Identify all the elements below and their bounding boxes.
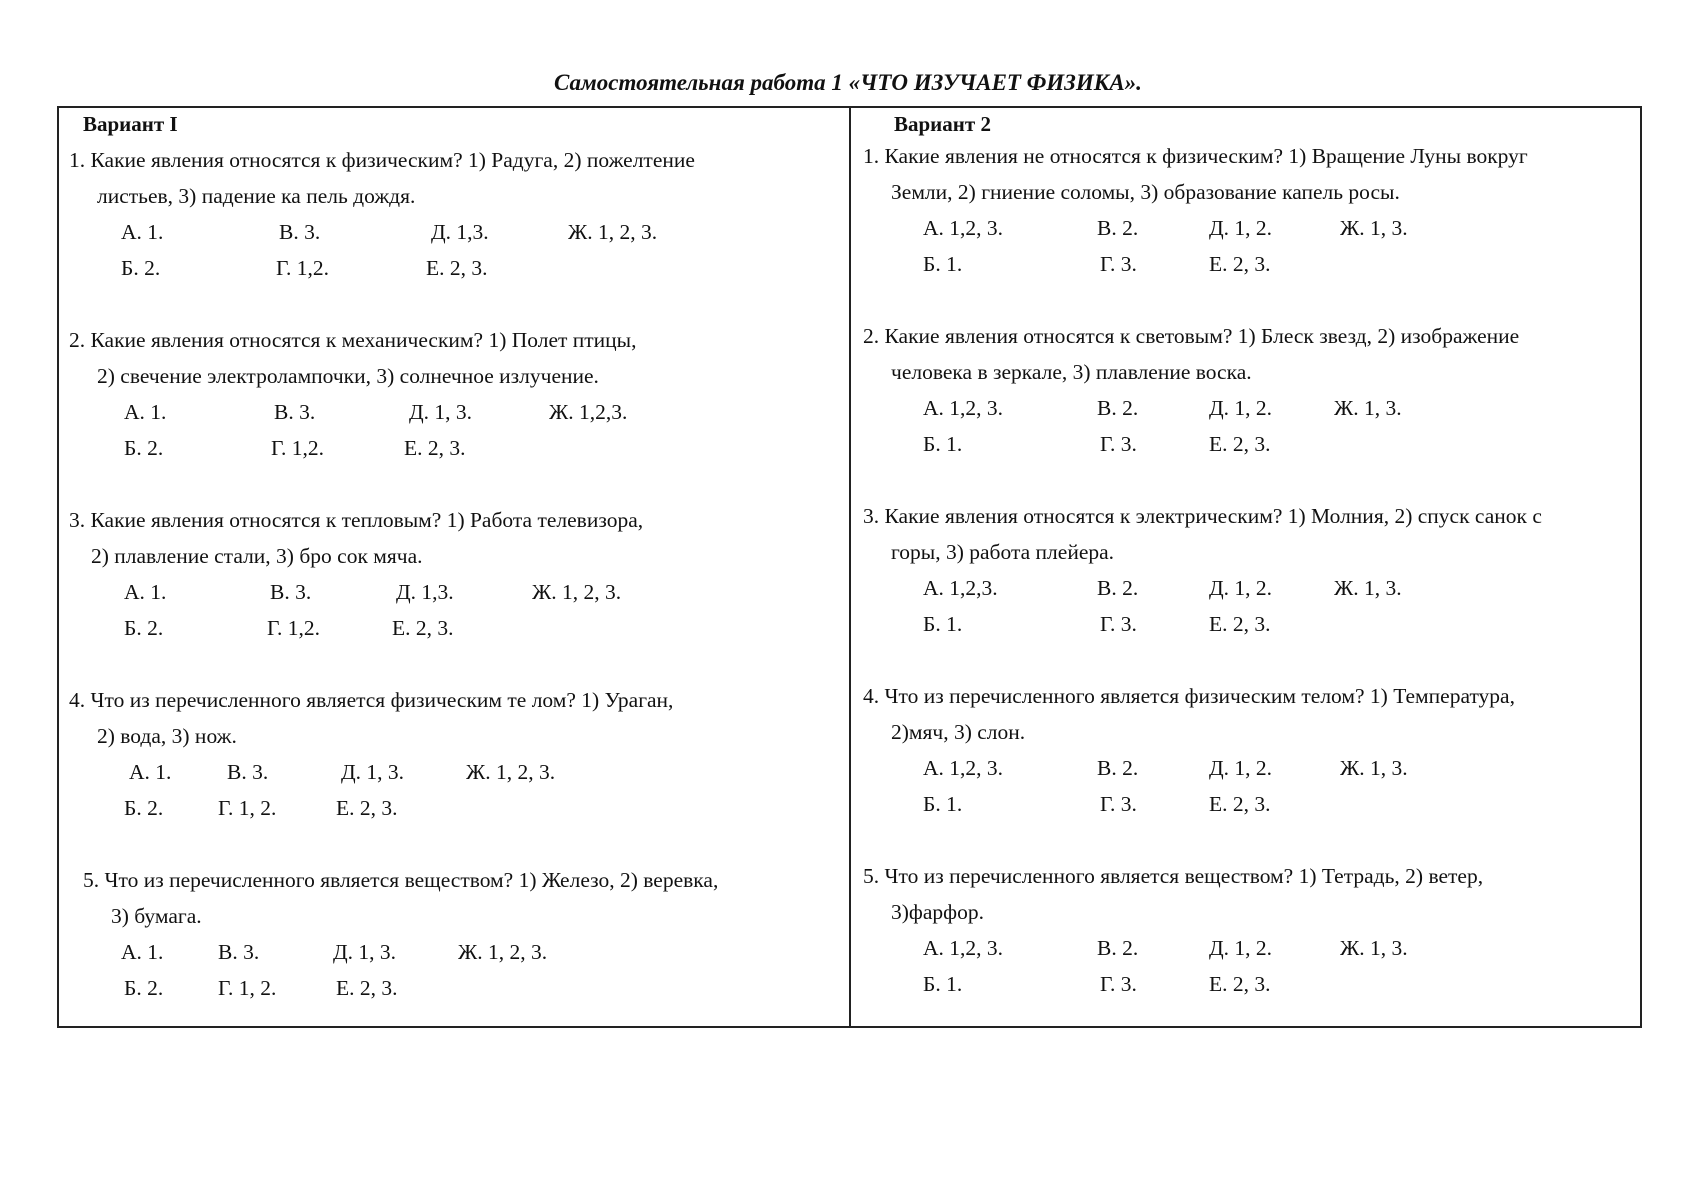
answer-option[interactable]: Ж. 1, 3. xyxy=(1340,936,1408,960)
answer-option[interactable]: А. 1. xyxy=(129,760,172,784)
answer-option[interactable]: В. 3. xyxy=(218,940,260,964)
answer-option[interactable]: Е. 2, 3. xyxy=(1209,792,1271,816)
answer-option[interactable]: Ж. 1, 2, 3. xyxy=(466,760,556,784)
answer-option[interactable]: Е. 2, 3. xyxy=(404,436,466,460)
answer-option[interactable]: Ж. 1, 3. xyxy=(1340,756,1408,780)
answer-option[interactable]: Г. 1,2. xyxy=(267,616,321,640)
v2-question-4: 4. Что из перечисленного является физическим телом? 1) Температура, 2)мяч, 3) слон. xyxy=(863,684,1515,744)
answer-option[interactable]: А. 1. xyxy=(121,220,164,244)
answer-option[interactable]: Б. 2. xyxy=(124,616,164,640)
answer-option[interactable]: Д. 1, 2. xyxy=(1209,216,1273,240)
answer-option[interactable]: Г. 3. xyxy=(1100,792,1137,816)
variant-1-heading: Вариант I xyxy=(83,112,178,136)
answer-option[interactable]: Д. 1, 2. xyxy=(1209,756,1273,780)
answer-option[interactable]: Е. 2, 3. xyxy=(1209,432,1271,456)
answer-option[interactable]: Е. 2, 3. xyxy=(336,976,398,1000)
answer-option[interactable]: А. 1,2,3. xyxy=(923,576,998,600)
answer-option[interactable]: Ж. 1,2,3. xyxy=(549,400,628,424)
variant-2-heading: Вариант 2 xyxy=(894,112,991,136)
answer-option[interactable]: А. 1. xyxy=(124,580,167,604)
v1-question-1: 1. Какие явления относятся к физическим? 1) Радуга, 2) пожелтение листьев, 3) падение ка пель дождя. xyxy=(69,148,695,208)
answer-option[interactable]: Д. 1, 2. xyxy=(1209,936,1273,960)
answer-option[interactable]: Б. 2. xyxy=(124,796,164,820)
answer-option[interactable]: Б. 2. xyxy=(124,976,164,1000)
answer-option[interactable]: Е. 2, 3. xyxy=(1209,252,1271,276)
answer-option[interactable]: Д. 1, 3. xyxy=(341,760,405,784)
answer-option[interactable]: В. 2. xyxy=(1097,936,1139,960)
answer-option[interactable]: Ж. 1, 2, 3. xyxy=(458,940,548,964)
answer-option[interactable]: Г. 1, 2. xyxy=(218,976,277,1000)
answer-option[interactable]: В. 2. xyxy=(1097,756,1139,780)
answer-option[interactable]: Д. 1,3. xyxy=(431,220,489,244)
answer-option[interactable]: А. 1. xyxy=(121,940,164,964)
worksheet-title: Самостоятельная работа 1 «ЧТО ИЗУЧАЕТ ФИЗИКА». xyxy=(554,70,1142,95)
v1-question-4: 4. Что из перечисленного является физическим те лом? 1) Ураган, 2) вода, 3) нож. xyxy=(69,688,674,748)
answer-option[interactable]: А. 1,2, 3. xyxy=(923,756,1004,780)
answer-option[interactable]: А. 1,2, 3. xyxy=(923,936,1004,960)
answer-option[interactable]: В. 3. xyxy=(279,220,321,244)
answer-option[interactable]: Е. 2, 3. xyxy=(1209,972,1271,996)
answer-option[interactable]: Ж. 1, 2, 3. xyxy=(532,580,622,604)
answer-option[interactable]: Г. 3. xyxy=(1100,612,1137,636)
answer-option[interactable]: Ж. 1, 2, 3. xyxy=(568,220,658,244)
answer-option[interactable]: Б. 1. xyxy=(923,252,963,276)
answer-option[interactable]: Д. 1, 2. xyxy=(1209,396,1273,420)
answer-option[interactable]: Г. 1, 2. xyxy=(218,796,277,820)
answer-option[interactable]: В. 3. xyxy=(227,760,269,784)
answer-option[interactable]: Е. 2, 3. xyxy=(1209,612,1271,636)
answer-option[interactable]: А. 1,2, 3. xyxy=(923,396,1004,420)
v1-question-3: 3. Какие явления относятся к тепловым? 1) Работа телевизора, 2) плавление стали, 3) бро сок мяча. xyxy=(69,508,644,568)
answer-option[interactable]: Д. 1, 2. xyxy=(1209,576,1273,600)
answer-option[interactable]: В. 2. xyxy=(1097,576,1139,600)
v1-question-2: 2. Какие явления относятся к механическим? 1) Полет птицы, 2) свечение электролампочки, 3) солнечное излучение. xyxy=(69,328,637,388)
v1-question-5: 5. Что из перечисленного является веществом? 1) Железо, 2) веревка, 3) бумага. xyxy=(83,868,719,928)
v2-question-3: 3. Какие явления относятся к электрическим? 1) Молния, 2) спуск санок с горы, 3) работа плейера. xyxy=(863,504,1542,564)
answer-option[interactable]: Г. 3. xyxy=(1100,432,1137,456)
answer-option[interactable]: Б. 2. xyxy=(124,436,164,460)
answer-option[interactable]: Г. 1,2. xyxy=(271,436,325,460)
answer-option[interactable]: Г. 3. xyxy=(1100,252,1137,276)
answer-option[interactable]: Г. 1,2. xyxy=(276,256,330,280)
answer-option[interactable]: Б. 1. xyxy=(923,792,963,816)
answer-option[interactable]: Е. 2, 3. xyxy=(392,616,454,640)
column-divider xyxy=(849,108,851,1026)
answer-option[interactable]: Д. 1, 3. xyxy=(333,940,397,964)
answer-option[interactable]: Г. 3. xyxy=(1100,972,1137,996)
answer-option[interactable]: А. 1. xyxy=(124,400,167,424)
answer-option[interactable]: Б. 2. xyxy=(121,256,161,280)
worksheet-table xyxy=(57,106,1642,1028)
answer-option[interactable]: В. 2. xyxy=(1097,216,1139,240)
answer-option[interactable]: В. 3. xyxy=(270,580,312,604)
answer-option[interactable]: А. 1,2, 3. xyxy=(923,216,1004,240)
answer-option[interactable]: Д. 1,3. xyxy=(396,580,454,604)
answer-option[interactable]: Е. 2, 3. xyxy=(336,796,398,820)
v2-question-1: 1. Какие явления не относятся к физическим? 1) Вращение Луны вокруг Земли, 2) гниение соломы, 3) образование капель росы. xyxy=(863,144,1528,204)
answer-option[interactable]: Е. 2, 3. xyxy=(426,256,488,280)
answer-option[interactable]: Б. 1. xyxy=(923,432,963,456)
v2-question-2: 2. Какие явления относятся к световым? 1) Блеск звезд, 2) изображение человека в зеркале, 3) плавление воска. xyxy=(863,324,1520,384)
answer-option[interactable]: Б. 1. xyxy=(923,972,963,996)
v2-question-5: 5. Что из перечисленного является веществом? 1) Тетрадь, 2) ветер, 3)фарфор. xyxy=(863,864,1484,924)
answer-option[interactable]: В. 2. xyxy=(1097,396,1139,420)
answer-option[interactable]: Б. 1. xyxy=(923,612,963,636)
answer-option[interactable]: Д. 1, 3. xyxy=(409,400,473,424)
answer-option[interactable]: Ж. 1, 3. xyxy=(1340,216,1408,240)
answer-option[interactable]: В. 3. xyxy=(274,400,316,424)
answer-option[interactable]: Ж. 1, 3. xyxy=(1334,396,1402,420)
answer-option[interactable]: Ж. 1, 3. xyxy=(1334,576,1402,600)
